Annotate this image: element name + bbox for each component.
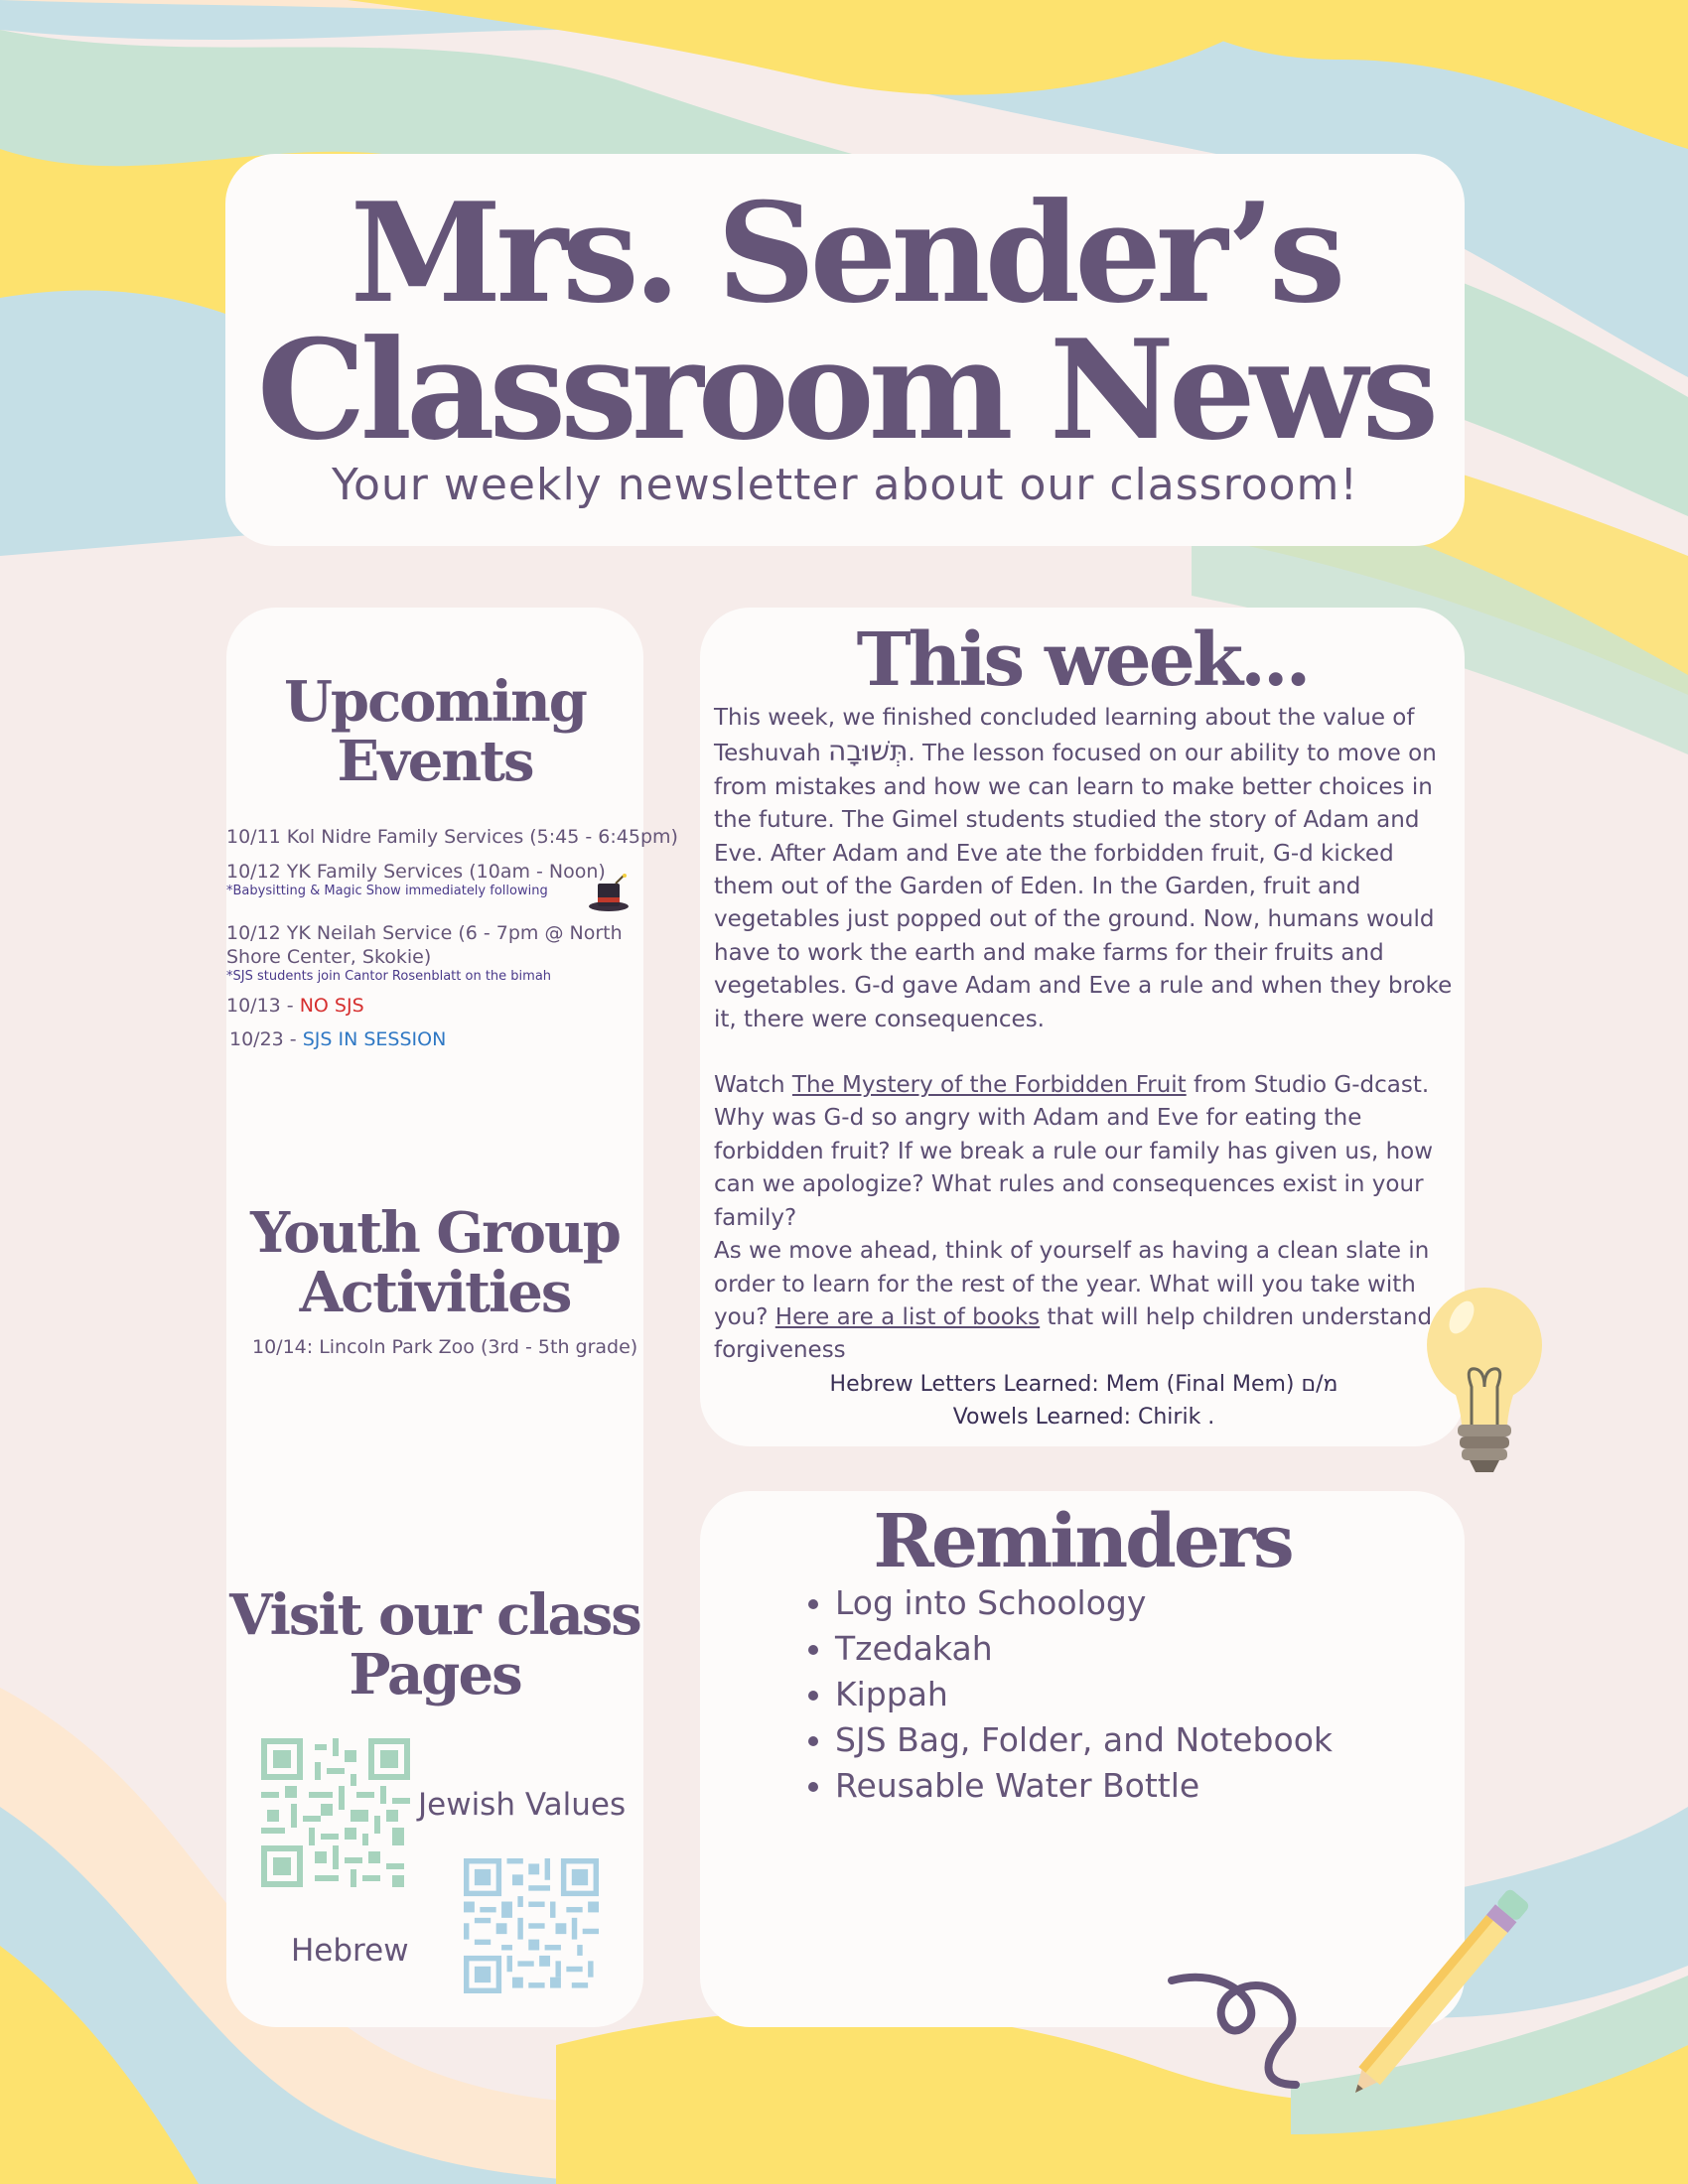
hebrew-letters-learned: Hebrew Letters Learned: Mem (Final Mem) מ/ם xyxy=(829,1371,1338,1397)
list-item: • Tzedakah xyxy=(835,1626,1333,1672)
event-item: 10/12 YK Family Services (10am - Noon) xyxy=(226,861,606,883)
hebrew-word: תְּשׁוּבָה xyxy=(828,735,909,768)
event-item-session: 10/23 - SJS IN SESSION xyxy=(229,1028,447,1050)
event-item: 10/12 YK Neilah Service (6 - 7pm @ North xyxy=(226,922,623,944)
pencil-icon xyxy=(1167,1886,1604,2115)
magic-hat-icon xyxy=(586,874,632,913)
event-note: *Babysitting & Magic Show immediately following xyxy=(226,884,548,898)
jewish-values-label: Jewish Values xyxy=(418,1787,627,1823)
paragraph-teshuvah: This week, we finished concluded learning about the value of Teshuvah תְּשׁוּבָה. The lesson focused on our ability to move on from mistakes and how we can learn to make better choices in the future. The Gimel students studied the story of Adam and Eve. After Adam and Eve ate the forbidden fruit, G-d kicked them out of the Garden of Eden. In the Garden, fruit and vegetables just popped out of the ground. Now, humans would have to work the earth and make farms for their fruits and vegetables. G-d gave Adam and Eve a rule and when they broke it, there were consequences. xyxy=(714,705,1453,1032)
list-item: • Kippah xyxy=(835,1672,1333,1717)
subtitle: Your weekly newsletter about our classroom! xyxy=(331,460,1359,510)
list-item: • Log into Schoology xyxy=(835,1580,1333,1626)
forbidden-fruit-link[interactable]: The Mystery of the Forbidden Fruit xyxy=(791,1072,1187,1099)
youth-group-heading: Youth Group Activities xyxy=(250,1200,620,1325)
event-note: *SJS students join Cantor Rosenblatt on the bimah xyxy=(226,969,552,984)
reminders-list xyxy=(791,1580,1333,1809)
header-card xyxy=(225,154,1465,546)
this-week-body xyxy=(714,702,1454,1434)
lightbulb-icon xyxy=(1410,1276,1559,1484)
paragraph-clean-slate: As we move ahead, think of yourself as having a clean slate in order to learn for the rest of the year. What will you take with you? Here are a list of books that will help children understand forgiveness xyxy=(714,1238,1433,1364)
this-week-heading: This week... xyxy=(856,617,1309,703)
jewish-values-qr-code[interactable] xyxy=(261,1738,410,1887)
paragraph-watch: Watch The Mystery of the Forbidden Fruit from Studio G-dcast. Why was G-d so angry with Adam and Eve for eating the forbidden fruit? If we break a rule our family has given us, how can we apologize? What rules and consequences exist in your family? xyxy=(714,1072,1434,1231)
vowels-learned: Vowels Learned: Chirik . xyxy=(952,1405,1215,1431)
event-item-no-sjs: 10/13 - NO SJS xyxy=(226,995,364,1017)
youth-item: 10/14: Lincoln Park Zoo (3rd - 5th grade) xyxy=(252,1336,638,1358)
visit-pages-heading: Visit our class Pages xyxy=(229,1582,640,1707)
this-week-card xyxy=(700,608,1465,1446)
event-item: Shore Center, Skokie) xyxy=(226,946,432,968)
title-line-2: Classroom News xyxy=(256,309,1434,471)
event-item: 10/11 Kol Nidre Family Services (5:45 - 6:45pm) xyxy=(226,826,678,848)
list-item: • SJS Bag, Folder, and Notebook xyxy=(835,1717,1333,1763)
reminders-heading: Reminders xyxy=(873,1499,1292,1584)
upcoming-events-heading: Upcoming Events xyxy=(284,669,586,794)
title-line-1: Mrs. Sender’s xyxy=(350,172,1340,334)
hebrew-label: Hebrew xyxy=(291,1933,409,1969)
books-list-link[interactable]: Here are a list of books xyxy=(774,1303,1041,1330)
list-item: • Reusable Water Bottle xyxy=(835,1763,1333,1809)
hebrew-qr-code[interactable] xyxy=(464,1858,599,1993)
